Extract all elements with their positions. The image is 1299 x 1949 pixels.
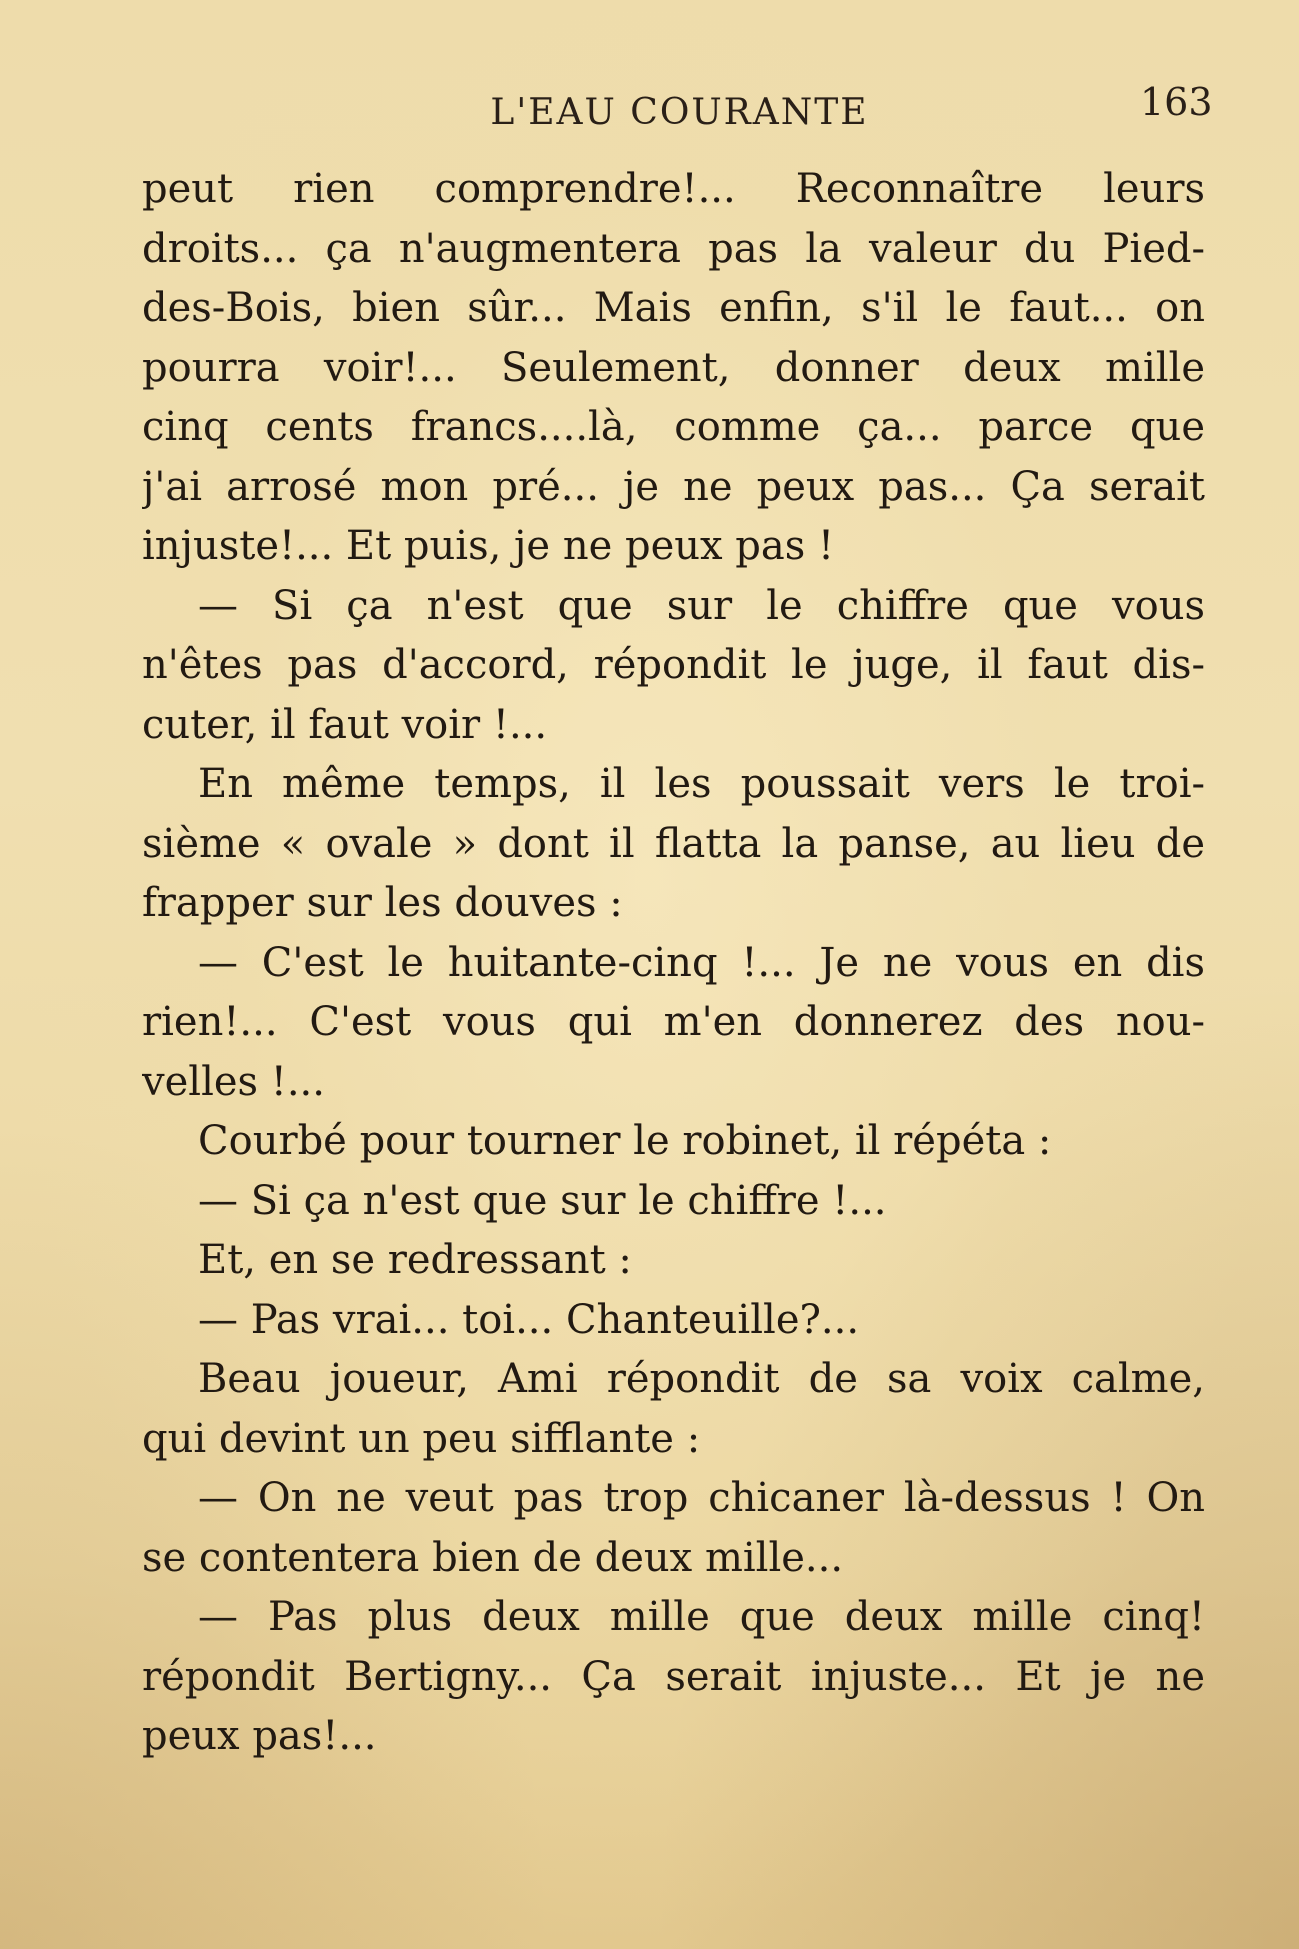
text-line: Et, en se redressant :: [198, 1237, 632, 1283]
text-line: rien!... C'est vous qui m'en donnerez des nou-: [142, 999, 1205, 1045]
text-line: répondit Bertigny... Ça serait injuste... Et je ne: [142, 1653, 1205, 1700]
text-line: peut rien comprendre!... Reconnaître leurs: [142, 166, 1205, 212]
text-line: — Si ça n'est que sur le chiffre !...: [198, 1177, 887, 1224]
text-line: pourra voir!... Seulement, donner deux mille: [142, 344, 1205, 391]
text-line: frapper sur les douves :: [142, 880, 623, 926]
text-line: — On ne veut pas trop chicaner là-dessus ! On: [198, 1475, 1205, 1521]
text-line: — C'est le huitante-cinq !... Je ne vous en dis: [198, 939, 1205, 986]
text-line: cinq cents francs....là, comme ça... parce que: [142, 404, 1205, 450]
text-line: cuter, il faut voir !...: [142, 701, 548, 748]
text-line: velles !...: [142, 1058, 325, 1105]
text-line: se contentera bien de deux mille...: [142, 1534, 844, 1581]
text-line: En même temps, il les poussait vers le troi-: [198, 761, 1205, 807]
text-line: injuste!... Et puis, je ne peux pas !: [142, 523, 835, 569]
text-line: peux pas!...: [142, 1713, 377, 1759]
text-line: droits... ça n'augmentera pas la valeur du Pied-: [142, 225, 1205, 272]
text-line: — Si ça n'est que sur le chiffre que vous: [198, 582, 1205, 629]
body-text: [142, 160, 1205, 1767]
text-line: j'ai arrosé mon pré... je ne peux pas... Ça serait: [142, 463, 1205, 510]
text-line: qui devint un peu sifflante :: [142, 1415, 701, 1462]
text-line: — Pas plus deux mille que deux mille cinq!: [198, 1594, 1205, 1640]
page-number: 163: [1140, 80, 1213, 124]
page-header: [0, 80, 1299, 142]
text-line: Courbé pour tourner le robinet, il répéta :: [198, 1118, 1052, 1164]
text-line: n'êtes pas d'accord, répondit le juge, il faut dis-: [142, 642, 1205, 688]
text-line: des-Bois, bien sûr... Mais enfin, s'il le faut... on: [142, 285, 1205, 331]
text-line: Beau joueur, Ami répondit de sa voix calme,: [198, 1356, 1205, 1402]
text-line: — Pas vrai... toi... Chanteuille?...: [198, 1296, 860, 1343]
running-title: L'EAU COURANTE: [490, 92, 869, 133]
text-line: sième « ovale » dont il flatta la panse, au lieu de: [142, 820, 1205, 867]
